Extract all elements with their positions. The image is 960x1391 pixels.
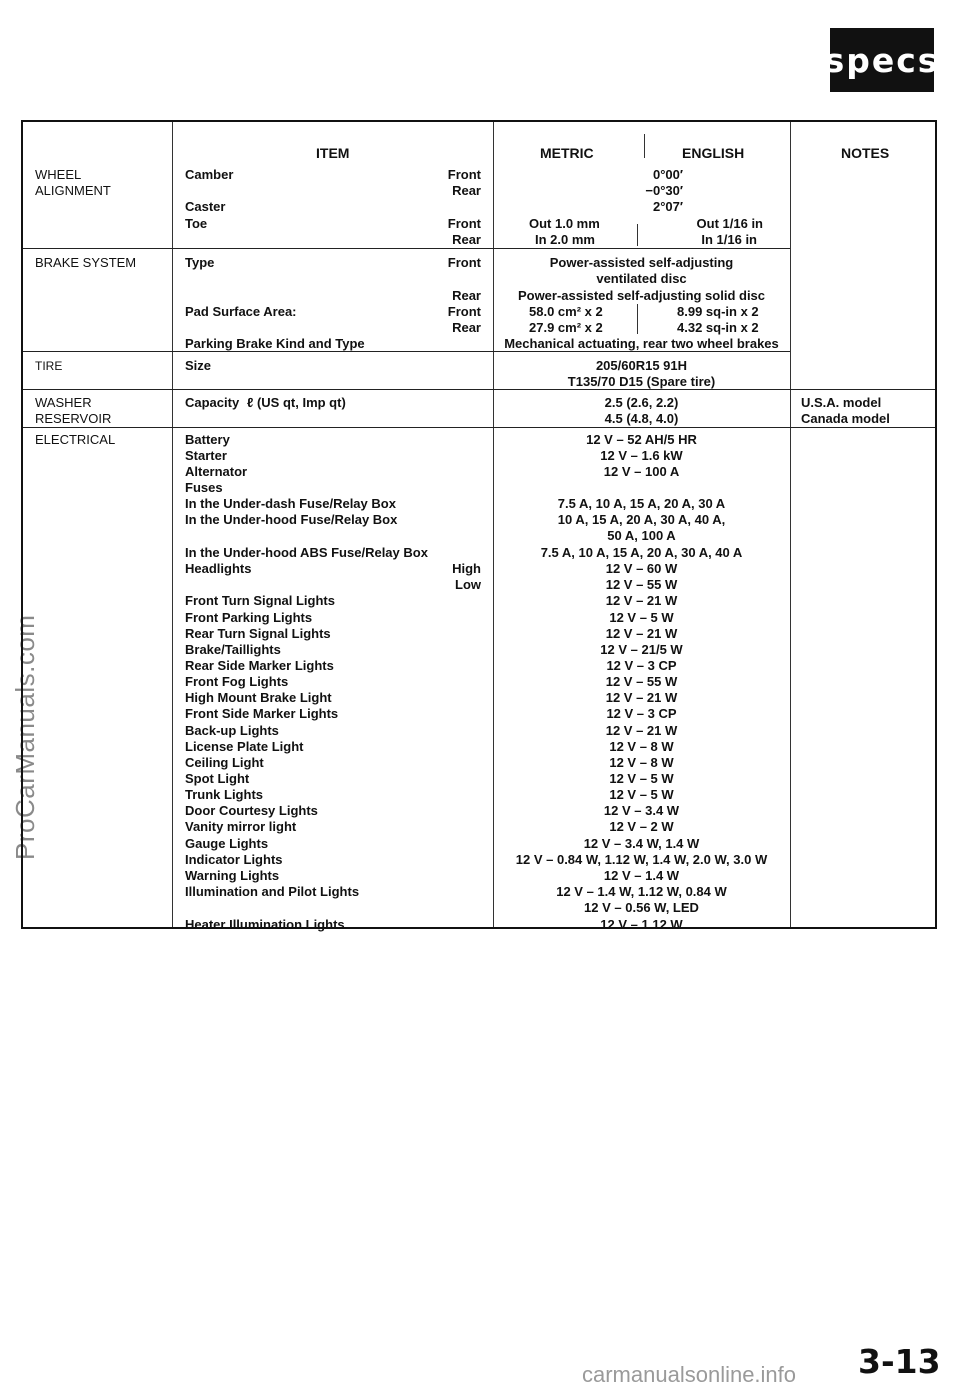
page-number: 3-13	[858, 1342, 941, 1381]
electrical-item-value: 12 V – 3 CP	[606, 706, 677, 721]
brake-rear-value: Power-assisted self-adjusting solid disc	[517, 288, 766, 303]
pad-front-pos: Front	[447, 304, 481, 319]
electrical-item-value: 12 V – 52 AH/5 HR	[586, 432, 697, 447]
toe-rear-english: In 1/16 in	[701, 232, 757, 247]
footer-watermark: carmanualsonline.info	[582, 1362, 797, 1387]
electrical-item-label: Battery	[185, 432, 230, 447]
electrical-item-value: 7.5 A, 10 A, 15 A, 20 A, 30 A	[557, 496, 726, 511]
electrical-item-value: 12 V – 55 W	[605, 674, 678, 689]
electrical-item-label: Starter	[185, 448, 227, 463]
electrical-item-value: 12 V – 8 W	[609, 755, 674, 770]
electrical-item-label: Rear Side Marker Lights	[185, 658, 334, 673]
category-wheel-alignment-2: ALIGNMENT	[35, 183, 111, 198]
electrical-item-label: High Mount Brake Light	[185, 690, 332, 705]
electrical-item-value: 12 V – 5 W	[609, 771, 674, 786]
electrical-item-position: High	[452, 561, 481, 576]
electrical-item-value: 12 V – 21 W	[605, 626, 678, 641]
category-washer-1: WASHER	[35, 395, 92, 410]
electrical-item-label: Front Fog Lights	[185, 674, 289, 689]
electrical-item-label: Front Parking Lights	[185, 610, 313, 625]
pad-area-label: Pad Surface Area:	[185, 304, 297, 319]
electrical-item-label: Brake/Taillights	[185, 642, 281, 657]
electrical-item-label: Rear Turn Signal Lights	[185, 626, 331, 641]
electrical-item-label: Warning Lights	[185, 868, 280, 883]
washer-capacity-label: Capacity	[185, 395, 240, 410]
brake-type-label: Type	[185, 255, 215, 270]
caster-label: Caster	[185, 199, 226, 214]
electrical-item-label: Alternator	[185, 464, 248, 479]
electrical-item-value: 12 V – 21 W	[605, 593, 678, 608]
tire-spare-value: T135/70 D15 (Spare tire)	[567, 374, 716, 389]
row-divider-washer	[23, 427, 935, 428]
electrical-item-label: Illumination and Pilot Lights	[185, 884, 360, 899]
toe-rear-metric: In 2.0 mm	[535, 232, 595, 247]
parking-brake-value: Mechanical actuating, rear two wheel brakes	[504, 336, 779, 351]
electrical-item-label: Indicator Lights	[185, 852, 283, 867]
category-washer-2: RESERVOIR	[35, 411, 112, 426]
electrical-item-value: 7.5 A, 10 A, 15 A, 20 A, 30 A, 40 A	[540, 545, 743, 560]
camber-label: Camber	[185, 167, 234, 182]
brake-front-value-2: ventilated disc	[596, 271, 687, 286]
electrical-item-value: 12 V – 5 W	[609, 787, 674, 802]
section-badge: specs	[830, 28, 934, 92]
col-divider-metric-header	[644, 134, 645, 158]
header-metric: METRIC	[540, 145, 594, 161]
electrical-item-label: Door Courtesy Lights	[185, 803, 318, 818]
electrical-item-label: Vanity mirror light	[185, 819, 297, 834]
washer-note-canada: Canada model	[801, 411, 890, 426]
camber-front-value: 0°00′	[652, 167, 683, 182]
col-divider-notes	[790, 122, 791, 927]
electrical-item-value: 12 V – 60 W	[605, 561, 678, 576]
electrical-item-label: Spot Light	[185, 771, 250, 786]
electrical-item-label: Front Side Marker Lights	[185, 706, 339, 721]
camber-front-pos: Front	[447, 167, 481, 182]
row-divider-tire	[23, 389, 935, 390]
spec-table	[21, 120, 937, 932]
electrical-item-value: 12 V – 3.4 W, 1.4 W	[583, 836, 700, 851]
electrical-item-label: In the Under-hood ABS Fuse/Relay Box	[185, 545, 428, 560]
toe-front-english: Out 1/16 in	[696, 216, 763, 231]
washer-value-canada: 4.5 (4.8, 4.0)	[604, 411, 679, 426]
electrical-item-value: 12 V – 5 W	[609, 610, 674, 625]
camber-rear-pos: Rear	[452, 183, 481, 198]
pad-rear-pos: Rear	[452, 320, 481, 335]
category-brake-system: BRAKE SYSTEM	[35, 255, 137, 270]
electrical-item-value: 12 V – 21 W	[605, 690, 678, 705]
tire-size-value: 205/60R15 91H	[595, 358, 688, 373]
electrical-item-value: 12 V – 21 W	[605, 723, 678, 738]
electrical-item-value: 10 A, 15 A, 20 A, 30 A, 40 A,	[557, 512, 726, 527]
washer-value-usa: 2.5 (2.6, 2.2)	[604, 395, 679, 410]
electrical-item-label: Gauge Lights	[185, 836, 269, 851]
pad-rear-metric: 27.9 cm² x 2	[529, 320, 603, 335]
header-english: ENGLISH	[682, 145, 745, 161]
header-item: ITEM	[316, 145, 350, 161]
toe-rear-pos: Rear	[452, 232, 481, 247]
category-tire: TIRE	[35, 359, 63, 373]
pad-rear-english: 4.32 sq-in x 2	[677, 320, 759, 335]
header-notes: NOTES	[841, 145, 890, 161]
electrical-item-value: 12 V – 1.6 kW	[600, 448, 683, 463]
side-watermark: ProCarManuals.com	[10, 614, 40, 860]
electrical-item-label: Ceiling Light	[185, 755, 264, 770]
tire-size-label: Size	[185, 358, 212, 373]
electrical-item-value: 12 V – 3.4 W	[603, 803, 680, 818]
washer-capacity-unit: ℓ (US qt, Imp qt)	[247, 395, 346, 410]
electrical-item-label: Headlights	[185, 561, 252, 576]
electrical-item-label: Front Turn Signal Lights	[185, 593, 335, 608]
electrical-item-value: 12 V – 0.84 W, 1.12 W, 1.4 W, 2.0 W, 3.0 W	[515, 852, 768, 867]
electrical-item-value: 12 V – 1.12 W	[600, 917, 683, 932]
electrical-item-label: In the Under-dash Fuse/Relay Box	[185, 496, 396, 511]
electrical-item-label: In the Under-hood Fuse/Relay Box	[185, 512, 398, 527]
electrical-item-label: Back-up Lights	[185, 723, 279, 738]
electrical-item-label: Heater Illumination Lights	[185, 917, 345, 932]
electrical-item-value: 12 V – 55 W	[605, 577, 678, 592]
toe-front-pos: Front	[447, 216, 481, 231]
toe-label: Toe	[185, 216, 208, 231]
electrical-item-value: 12 V – 3 CP	[606, 658, 677, 673]
parking-brake-label: Parking Brake Kind and Type	[185, 336, 365, 351]
brake-front-value-1: Power-assisted self-adjusting	[549, 255, 734, 270]
washer-note-usa: U.S.A. model	[801, 395, 882, 410]
caster-value: 2°07′	[652, 199, 683, 214]
electrical-item-position: Low	[455, 577, 481, 592]
category-wheel-alignment-1: WHEEL	[35, 167, 82, 182]
electrical-item-label: License Plate Light	[185, 739, 304, 754]
pad-front-metric: 58.0 cm² x 2	[529, 304, 603, 319]
category-electrical: ELECTRICAL	[35, 432, 116, 447]
camber-rear-value: −0°30′	[645, 183, 683, 198]
col-divider-toe	[637, 224, 638, 246]
electrical-item-value: 50 A, 100 A	[607, 528, 676, 543]
electrical-item-value: 12 V – 2 W	[609, 819, 674, 834]
toe-front-metric: Out 1.0 mm	[529, 216, 600, 231]
brake-front-pos: Front	[447, 255, 481, 270]
electrical-item-label: Fuses	[185, 480, 223, 495]
electrical-item-value: 12 V – 1.4 W, 1.12 W, 0.84 W	[556, 884, 727, 899]
electrical-item-value: 12 V – 21/5 W	[600, 642, 683, 657]
pad-front-english: 8.99 sq-in x 2	[677, 304, 759, 319]
brake-rear-pos: Rear	[452, 288, 481, 303]
col-divider-pad	[637, 304, 638, 334]
electrical-item-value: 12 V – 8 W	[609, 739, 674, 754]
electrical-item-value: 12 V – 0.56 W, LED	[584, 900, 699, 915]
electrical-item-value: 12 V – 1.4 W	[603, 868, 680, 883]
electrical-item-label: Trunk Lights	[185, 787, 263, 802]
electrical-item-value: 12 V – 100 A	[603, 464, 680, 479]
col-divider-category	[172, 122, 173, 927]
